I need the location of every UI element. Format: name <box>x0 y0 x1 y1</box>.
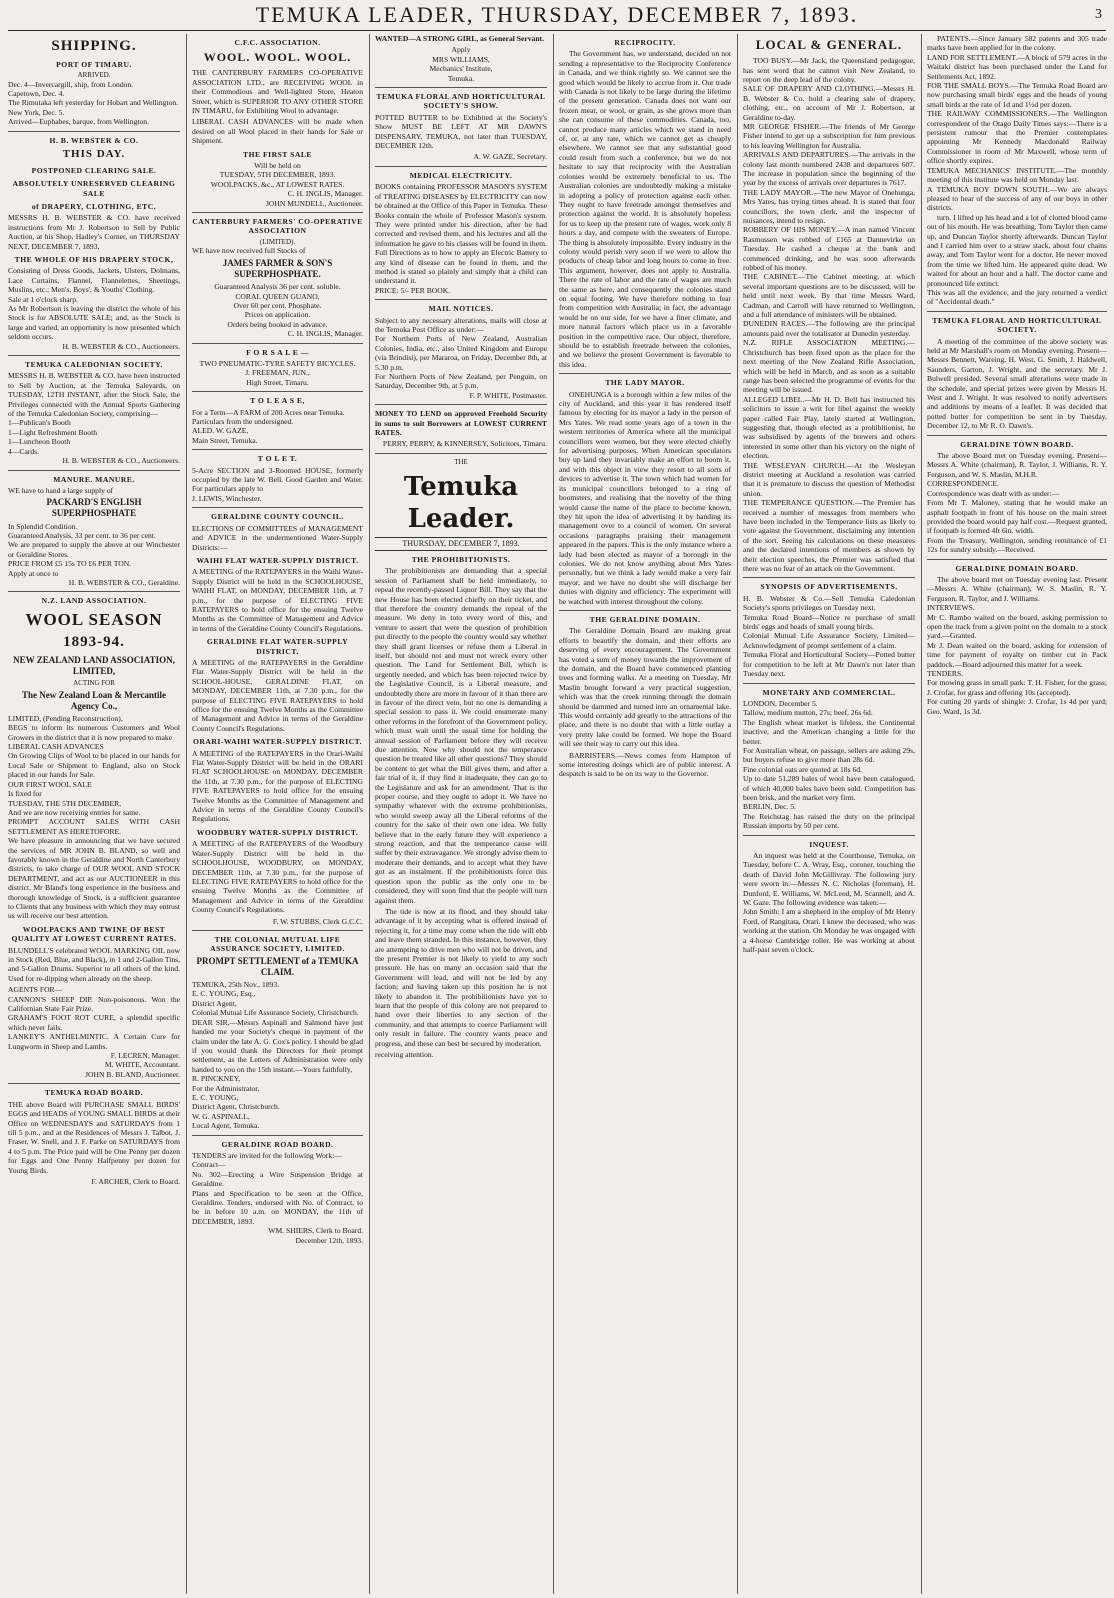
monetary-heading: MONETARY AND COMMERCIAL. <box>762 687 896 697</box>
acting-for: ACTING FOR <box>73 678 115 687</box>
shipping-text: Dec. 4—Invercargill, ship, from London. Capetown, Dec. 4. The Rimutaka left yesterday for Hobart and Wellington. New York, Dec. 5. Arrived—Euphabes, barque, from Wellington. <box>8 79 179 127</box>
port-heading: PORT OF TIMARU. <box>56 59 132 69</box>
separator <box>192 507 363 508</box>
separator <box>927 435 1107 436</box>
signature: C. H. INGLIS, Manager. <box>287 329 363 339</box>
patents-text: PATENTS.—Since January 582 patents and 305 trade marks have been applied for in the colony. LAND FOR SETTLEMENT.—A block of 579 acres in the Waitaki district has been purchased under the Land for Settlements Act, 1892. FOR THE SMALL BOYS.—The Temuka Road Board are now purchasing small birds' eggs and the heads of young small birds at the rate of 1d and 1½d per dozen. THE RAILWAY COMMISSIONERS.—The Wellington correspondent of the Otago Daily Times says:—There is a persistent rumour that the Premier contemplates appointing Mr Kennedy Macdonald Railway Commissioner in room of Mr Maxwell, whose term of office shortly expires. TEMUKA MECHANICS' INSTITUTE.—The monthly meeting of this institute was held on Monday last. A TEMUKA BOY DOWN SOUTH.—We are always pleased to hear of the success of any of our boys in other districts. <box>927 34 1107 213</box>
liberal-text: LIBERAL CASH ADVANCES will be made when desired on all Wool placed in their hands for Sale or Shipment. <box>192 117 363 146</box>
groad-heading: GERALDINE ROAD BOARD. <box>221 1139 334 1149</box>
webster-heading: H. B. WEBSTER & CO. <box>49 135 139 145</box>
separator <box>375 87 547 88</box>
lady-mayor-text: ONEHUNGA is a borough within a few miles of the city of Auckland, and this year it has rendered itself famous by electing for its mayor a lady in the person of Mrs Yates. We read some years ago of a town in the western territories of America where all the municipal councillors were women, but they were elected chiefly for advertising purposes. When American speculators buy up land they invariably make an effort to boom it, and with this object in view they resort to all sorts of devices to advertise it. The town which had women for its municipal councillors belonged to a ring of boomsters, and realising that the novelty of the thing would cause the name of the place to become known, they hit upon the idea of advertising it by handing its management over to a council of women. On several occasions paragraphs praising their management appeared in the papers. This is the only instance where a lady had been elected as mayor of a borough in the colonies. We do not know anything about Mrs Yates personally, but we think a lady would make a very fair mayor, and we have no doubt she will discharge her duties with dignity and efficiency. The experiment will be watched with interest throughout the colony. <box>559 389 731 606</box>
nzla-full-heading: NEW ZEALAND LAND ASSOCIATION, LIMITED, <box>13 654 175 676</box>
first-sale-heading: THE FIRST SALE <box>243 149 312 159</box>
floral-society-text: A meeting of the committee of the above society was held at Mr Marshall's room on Monday evening. Present—Messrs Bennett, Wareing, H. West, G. Smith, J. Haldwell, Saunders, Garton, J. Wright, and the secretary. Mr J. Bulwell presided. Several small alterations were made in the schedule, and special prizes were given by Messrs H. West and J. Wright. It was resolved to notify advertisers and additions by means of a leaflet. It was decided that potted butter for competition be sent in by Tuesday, December 12, to Mr R. O. Dawn's. <box>927 336 1107 431</box>
lady-mayor-heading: THE LADY MAYOR. <box>605 378 685 388</box>
local-general-text: TOO BUSY.—Mr Jack, the Queensland pedagogue, has sent word that he cannot visit New Zealand, to report on the deep lead of the colony. SALE OF DRAPERY AND CLOTHING.—Messrs H. B. Webster & Co. hold a clearing sale of drapery, clothing, etc., on account of Mr J. Robertson, at Geraldine to-day. MR GEORGE FISHER.—The friends of Mr George Fisher intend to get up a subscription for him previous to his leaving Wellington for Australia. ARRIVALS AND DEPARTURES.—The arrivals in the colony last month numbered 2438 and departures 607. The increase in population since the beginning of the year by the excess of arrivals over departures is 7617. THE LADY MAYOR.—The new Mayor of Onehunga, Mrs Yates, has trying times ahead. It is stated that four councillors, the town clerk, and the inspector of nuisances, intend to resign. ROBBERY OF HIS MONEY.—A man named Vincent Rasmussen was robbed of £165 at Dannevirke on Tuesday. He cashed a cheque at the bank and commenced drinking, and he was soon afterwards robbed of his money. THE CABINET.—The Cabinet meeting, at which several important questions are to be discussed, will be held until next week. By that time Messrs Ward, Cadman, and Carroll will have returned to Wellington, and a full attendance of ministers will be obtained. DUNEDIN RACES.—The following are the principal amounts paid over the totalisator at Dunedin yesterday. N.Z. RIFLE ASSOCIATION MEETING.—Christchurch has been fixed upon as the place for the next meeting of the New Zealand Rifle Association, which will be held in March, and as soon as a suitable range has been selected the programme of events for the meeting will be issued. ALLEGED LIBEL.—Mr H. D. Bell has instructed his solicitors to issue a writ for libel against the weekly paper called Fair Play, lately started at Wellington, suggesting that, though elected as a prohibitionist, he was subsidised by agents of the brewers and others interested in some other than his victory on the night of election. THE WESLEYAN CHURCH.—At the Wesleyan district meeting at Auckland a resolution was carried that it is premature to discuss the question of Methodist union. THE TEMPERANCE QUESTION.—The Premier has received a number of messages from members who have been included in the Temperance lists as likely to vote against the Government, disclaiming any intention of the sort. Seeing his calculations on these measures and the declared intentions of members as shown by their election speeches, the Premier was satisfied that there was no fear of an attack on the Government. <box>743 56 915 574</box>
wool-heading: WOOL. WOOL. WOOL. <box>203 50 352 65</box>
signature: F. ARCHER, Clerk to Board. <box>91 1176 180 1186</box>
separator <box>192 343 363 344</box>
colonial-heading: THE COLONIAL MUTUAL LIFE ASSURANCE SOCIETY, LIMITED. <box>210 934 345 954</box>
superphosphate-heading: JAMES FARMER & SON'S SUPERPHOSPHATE. <box>222 257 333 280</box>
separator <box>8 355 180 356</box>
for-sale-heading: F O R S A L E — <box>246 347 309 357</box>
roadboard-heading: TEMUKA ROAD BOARD. <box>44 1088 144 1098</box>
separator <box>8 131 180 132</box>
column-6 <box>927 34 1107 1594</box>
signature: F. LECREN, Manager. M. WHITE, Accountant. JOHN B. BLAND, Auctioneer. <box>85 1051 180 1079</box>
column-divider <box>737 34 738 1594</box>
farmers-text: WE have now received full Stocks of <box>192 246 306 256</box>
packard-heading: PACKARD'S ENGLISH SUPERPHOSPHATE <box>46 497 142 519</box>
the-label: THE <box>454 457 468 466</box>
barristers-text: BARRISTERS.—News comes from Hampton of some interesting doings which are of public interest. A despatch is said to be on its way to the Governor. <box>559 750 731 779</box>
separator <box>8 1083 180 1084</box>
manure-text: WE have to hand a large supply of <box>8 485 114 495</box>
reciprocity-heading: RECIPROCITY. <box>614 38 676 47</box>
colonial-text: TEMUKA, 25th Nov., 1893. E. C. YOUNG, Esq., District Agent, Colonial Mutual Life Assurance Society, Christchurch. DEAR SIR,—Messrs Aspinall and Salmond have just handed me your Society's cheque in payment of the claim under the late A. G. Cox's policy. I should be glad if you would thank the Directors for their prompt settlement, as the Letters of Administration were only handed to you on the 15th instant.—Yours faithfully, R. PINCKNEY, For the Administrator. E. C. YOUNG, District Agent, Christchurch. W. G. ASPINALL, Local Agent, Temuka. <box>192 980 363 1131</box>
separator <box>192 449 363 450</box>
separator <box>192 930 363 931</box>
synopsis-text: H. B. Webster & Co.—Sell Temuka Caledonian Society's sports privileges on Tuesday next. Temuka Road Board—Notice re purchase of small birds' eggs and heads of small young birds. Colonial Mutual Life Assurance Society, Limited—Acknowledgment of prompt settlement of a claim. Temuka Floral and Horticultural Society—Potted butter for competition to be left at Mr Dawn's not later than Tuesday next. <box>743 593 915 679</box>
domain-board-heading: GERALDINE DOMAIN BOARD. <box>955 563 1079 573</box>
inquest-text: An inquest was held at the Courthouse, Temuka, on Tuesday, before C. A. Wray, Esq., coroner, touching the death of David John McGillivray. The following jury were sworn in:—Messrs N. C. Nicholas (foreman), H. Dunford, E. Williams, W. McLeod, M. Scannell, and A. W. Gaze. The following evidence was taken:— John Smith: I am a shepherd in the employ of Mr Henry Ford, of Rangitata, Orari. I knew the deceased, who was working at the station. On Monday he was engaged with a 4-horse Cambridge roller. He was working at about half-past seven o'clock. <box>743 851 915 955</box>
synopsis-heading: SYNOPSIS OF ADVERTISEMENTS. <box>760 582 898 592</box>
wanted-text: WANTED—A STRONG GIRL, as General Servant. <box>375 34 544 43</box>
column-divider <box>921 34 922 1594</box>
separator <box>8 470 180 471</box>
separator <box>743 835 915 836</box>
column-5 <box>743 34 915 1594</box>
manure-heading: MANURE. MANURE. <box>53 474 135 484</box>
separator <box>375 404 547 405</box>
separator <box>192 212 363 213</box>
packard-text: In Splendid Condition. Guaranteed Analysis, 33 per cent. to 36 per cent. We are prepared to supply the above at our Winchester or Geraldine Stores. PRICE FROM £5 15s TO £6 PER TON. Apply at once to <box>8 521 180 578</box>
town-board-text: The above Board met on Tuesday evening. Present—Messrs A. White (chairman), R. Taylor, J. Williams, R. Y. Ferguson, and W. S. Maslin, M.H.R. CORRESPONDENCE. Correspondence was dealt with as under:— From Mr T. Maloney, stating that he would make an asphalt footpath in front of his house on the main street provided the board would pay half cost.—Request granted, if footpath is formed 4ft 6in. width. From the Treasury, Wellington, sending remittance of £1 12s for sundry subsidy.—Received. <box>927 451 1107 555</box>
nzla-text: LIMITED, (Pending Reconstruction), BEGS to inform its numerous Customers and Wool Growers in the district that it is now prepared to make LIBERAL CASH ADVANCES On Growing Clips of Wool to be placed in our hands for Local Sale or Shipment to England, also on Stock placed in our hands for Sale. OUR FIRST WOOL SALE Is fixed for TUESDAY, THE 5TH DECEMBER, And we are now receiving entries for same. PROMPT ACCOUNT SALES WITH CASH SETTLEMENT AS HERETOFORE. We have pleasure in announcing that we have secured the services of MR JOHN B. BLAND, so well and favorably known in the Geraldine and North Canterbury districts, to take charge of OUR WOOL AND STOCK DEPARTMENT, and act as our AUCTIONEER in this district. Mr Bland's long experience in the business and thorough knowledge of Stock, is a sufficient guarantee to Clients that any business with which they may entrust us will receive our best attention. <box>8 713 180 921</box>
groad-text: TENDERS are invited for the following Work:— Contract— No. 302—Erecting a Wire Suspension Bridge at Geraldine. Plans and Specification to be seen at the Office, Geraldine. Tenders, endorsed with No. of Contract, to be in before 10 a.m. on MONDAY, the 11th of DECEMBER, 1893. <box>192 1150 363 1226</box>
wanted-contact: Apply MRS WILLIAMS, Mechanics' Institute, Temuka. <box>429 45 493 83</box>
gcc-text: ELECTIONS OF COMMITTEES of MANAGEMENT and ADVICE in the undermentioned Water-Supply Districts:— <box>192 523 363 552</box>
stock-text: Consisting of Dress Goods, Jackets, Ulsters, Dolmans, Lace Curtains, Flannel, Flannelettes, Sheetings, Muslins, etc.; Men's, Boys', & Youths' Clothing. Sale at 1 o'clock sharp. As Mr Robertson is leaving the district the whole of his Stock is for ABSOLUTE SALE; and, as the Stock is large and varied, an opportunity is now presented which seldom occurs. <box>8 266 180 342</box>
woodbury-text: A MEETING of the RATEPAYERS of the Woodbury Water-Supply District will be held in the SCHOOLHOUSE, WOODBURY, on MONDAY, DECEMBER 11th, at 7.30 p.m., for the purpose of ELECTING FIVE RATEPAYERS to hold office for the ensuing Twelve Months as the Committee of Management and Advice in terms of the Geraldine County Council's Regulations. <box>192 839 363 915</box>
inquest-heading: INQUEST. <box>809 839 849 849</box>
money-text: MONEY TO LEND on approved Freehold Security in sums to suit Borrowers at LOWEST CURRENT RATES. <box>375 409 547 438</box>
superphosphate-text: Guaranteed Analysis 36 per cent. soluble. CORAL QUEEN GUANO, Over 60 per cent. Phosphate. Prices on application. Orders being booked in advance. <box>214 282 341 329</box>
separator <box>743 683 915 684</box>
masthead-rule <box>8 30 1106 31</box>
prompt-heading: PROMPT SETTLEMENT of a TEMUKA CLAIM. <box>196 955 359 977</box>
to-lease-text: For a Term—A FARM of 200 Acres near Temuka. Particulars from the undersigned. ALED. W. GAZE, Main Street, Temuka. <box>192 407 345 445</box>
nzla-heading: N.Z. LAND ASSOCIATION. <box>41 596 147 606</box>
agents-text: AGENTS FOR— CANNON'S SHEEP DIP. Non-poisonous. Won the Californian State Fair Prize. GRAHAM'S FOOT ROT CURE, a splendid specific which never fails. LANKEY'S ANTHELMINTIC. A Certain Cure for Lungworm in Sheep and Lambs. <box>8 985 180 1051</box>
local-general-heading: LOCAL & GENERAL. <box>755 37 903 52</box>
woolpacks-heading: WOOLPACKS AND TWINE OF BEST QUALITY AT LOWEST CURRENT RATES. <box>11 924 177 944</box>
floral-society-heading: TEMUKA FLORAL AND HORTICULTURAL SOCIETY. <box>932 315 1102 335</box>
domain-heading: THE GERALDINE DOMAIN. <box>589 614 701 624</box>
orari-text: A MEETING of the RATEPAYERS in the Orari-Waihi Flat Water-Supply District will be held in the ORARI FLAT SCHOOLHOUSE on MONDAY, DECEMBER the 11th, at 7.30 p.m., for the purpose of ELECTING FIVE RATEPAYERS to hold office for the ensuing Twelve Months as the Committee of Management and Advice in terms of the Geraldine County Council's Regulations. <box>192 748 363 824</box>
column-4 <box>559 34 731 1594</box>
roadboard-text: THE above Board will PURCHASE SMALL BIRDS' EGGS and HEADS of YOUNG SMALL BIRDS at their Office on WEDNESDAYS and SATURDAYS from 1 till 5 p.m., and at the Residences of Messrs J. Talbot, J. Fraser, W. Snell, and J. F. Parke on SATURDAYS from 4 to 5 p.m. The Price paid will be One Penny per dozen for Eggs and One Penny Halfpenny per dozen for Young Birds. <box>8 1099 180 1175</box>
monetary-text: LONDON, December 5. Tallow, medium mutton, 27s; beef, 26s 6d. The English wheat market is lifeless, the Continental inactive, and the American changing a little for the better. For Australian wheat, on passage, sellers are asking 29s, but buyers refuse to give more than 28s 6d. Fine colonial oats are quoted at 18s 6d. Up to date 51,289 bales of wool have been catalogued, of which 40,000 bales have been sold. Competition has been brisk, and the market very firm. BERLIN, Dec. 5. The Reichstag has raised the duty on the principal Russian imports by 50 per cent. <box>743 698 915 831</box>
masthead-title: TEMUKA LEADER, THURSDAY, DECEMBER 7, 1893. <box>255 2 859 27</box>
prohibitionists-text-2: The tide is now at its flood, and they should take advantage of it by accepting what is offered instead of rejecting it, for a time may come when the tide will ebb and leave them stranded. In this instance, however, they are attempting to drive men who will not be driven, and the present Premier is not likely to yield to any such pressure. He has on many an occasion said that the Government will lead, and will not be led by any faction; and having taken up this position he is not likely to abandon it. The prohibitionists have yet to learn that the people of this colony are not prepared to hand over their liberties to any section of the community, and that attempts to coerce Parliament will only result in failure. The country wants peace and progress, and these can best be secured by moderation. <box>375 906 547 1048</box>
separator <box>375 453 547 454</box>
cfc-text: THE CANTERBURY FARMERS CO-OPERATIVE ASSOCIATION LTD., are RECEIVING WOOL in their Commodious and Well-lighted Store, Heaton Street, which is SUPERIOR TO ANY OTHER STORE IN TIMARU, for Exhibiting Wool to advantage. <box>192 68 363 115</box>
domain-board-text: The above board met on Tuesday evening last. Present—Messrs A. White (chairman), W. S. Maslin, R. Y. Ferguson, R. Taylor, and J. Williams. INTERVIEWS. Mr C. Rambo waited on the board, asking permission to open the track from a given point on the domain to a stock yard.—Granted. Mr J. Dean waited on the board, asking for extension of time for payment of royalty on timber cut in Pack paddock.—Board adjourned this matter for a week. TENDERS. For mowing grass in small park: T. H. Fisher, for the grass; J. Crofar, for grass and offering 10s (accepted). For cutting 20 yards of shingle: J. Crofar, 1s 4d per yard; Geo. Ward, 1s 3d. <box>927 574 1107 716</box>
caledonian-heading: TEMUKA CALEDONIAN SOCIETY. <box>25 360 163 370</box>
to-let-text: 5-Acre SECTION and 3-Roomed HOUSE, formerly occupied by the late W. Bell. Good Garden and Water. For particulars apply to J. LEWIS, Winchester. <box>192 465 363 503</box>
column-divider <box>369 34 370 1594</box>
signature: PERRY, PERRY, & KINNERSEY, Solicitors, Timaru. <box>382 439 547 449</box>
caledonian-text: MESSRS H. B. WEBSTER & CO. have been instructed to Sell by Auction, at the Temuka Saleyards, on TUESDAY, 12TH INSTANT, after the Stock Sale, the Privileges connected with the Annual Sports Gathering of the Temuka Caledonian Society, comprising— 1—Publican's Booth 1—Light Refreshment Booth 1—Luncheon Booth 4—Cards. <box>8 371 180 456</box>
to-lease-heading: T O L E A S E, <box>250 396 305 406</box>
column-divider <box>186 34 187 1594</box>
whole-heading: THE WHOLE OF HIS DRAPERY STOCK, <box>14 254 174 264</box>
waihi-text: A MEETING of the RATEPAYERS in the Waihi Water-Supply District will be held in the SCHOOLHOUSE, WAIHI FLAT, on MONDAY, DECEMBER 11th, at 7 p.m., for the purpose of ELECTING FIVE RATEPAYERS to hold office for the ensuing Twelve Months as the Committee of Management and Advice in terms of the Geraldine County Council's Regulations. <box>192 567 363 633</box>
drapery-heading: of DRAPERY, CLOTHING, ETC. <box>31 201 157 211</box>
separator <box>559 373 731 374</box>
separator <box>8 591 180 592</box>
separator <box>192 391 363 392</box>
mail-text: Subject to any necessary alterations, mails will close at the Temuka Post Office as under:— For Northern Ports of New Zealand, Australian Colonies, India, etc., also United Kingdom and Europe (via Brindisi), per Mararoa, on Friday, December 8th, at 5.30 p.m. For Northern Ports of New Zealand, per Penguin, on Saturday, December 9th, at 5 p.m. <box>375 315 547 391</box>
separator <box>559 610 731 611</box>
first-sale-text: Will be held on TUESDAY, 5TH DECEMBER, 1893. WOOLPACKS, &c., AT LOWEST RATES. <box>210 160 345 189</box>
medical-text: BOOKS containing PROFESSOR MASON'S SYSTEM of TREATING DISEASES by ELECTRICITY can now be obtained at the Office of this Paper in Temuka. These Books contain the whole of Professor Mason's system. They were printed under his direction, after he had corrected and revised them, and his lectures and all the information he gave to his classes will be found in them. Full Directions as to how to apply an Electric Battery to any kind of disease can be found in them, and the method is stated so plainly and simply that a child can understand it. PRICE: 5/- PER BOOK. <box>375 182 547 295</box>
separator <box>192 1135 363 1136</box>
medical-heading: MEDICAL ELECTRICITY. <box>409 170 513 180</box>
for-sale-text: TWO PNEUMATIC-TYRE SAFETY BICYCLES. J. FREEMAN, JUN., High Street, Timaru. <box>199 359 356 387</box>
blundell-text: BLUNDELL'S celebrated WOOL MARKING OIL now in Stock (Red, Blue, and Black), in 1 and 2-Gallon Tins, and 5-Gallon Drums. Superior to all others of the kind. Used for re-dipping when already on the sheep. <box>8 945 180 983</box>
column-3 <box>375 34 547 1594</box>
page-number: 3 <box>1095 7 1102 22</box>
floral-heading: TEMUKA FLORAL AND HORTICULTURAL SOCIETY'S SHOW. <box>376 92 546 111</box>
gflat-text: A MEETING of the RATEPAYERS in the Geraldine Flat Water-Supply District will be held in the SCHOOL-HOUSE, GERALDINE FLAT, on MONDAY, DECEMBER 11th, at 7.30 p.m., for the purpose of ELECTING FIVE RATEPAYERS to hold office for the ensuing Twelve Months as the Committee of Management and Advice in terms of the Geraldine County Council's Regulations. <box>192 657 363 733</box>
gflat-heading: GERALDINE FLAT WATER-SUPPLY DISTRICT. <box>206 637 349 656</box>
thisday-heading: THIS DAY. <box>62 148 126 161</box>
inquest-continued: turn. I lifted up his head and a lot of clotted blood came out of his mouth. He was breathing. Tom Taylor then came up, and Duncan Taylor shortly afterwards. Duncan Taylor and I carried him over to a straw stack, about four chains away, and Tom Taylor went for a doctor. He never moved from the time we lifted him. He appeared quite dead. We waited for about an hour and a half. The doctor came and pronounced life extinct. This was all the evidence, and the jury returned a verdict of "Accidental death." <box>927 212 1107 307</box>
signature: C. H. INGLIS, Manager. JOHN MUNDELL, Auctioneer. <box>265 189 363 208</box>
cfarmers-heading: CANTERBURY FARMERS' CO-OPERATIVE ASSOCIATION <box>192 216 363 236</box>
domain-text: The Geraldine Domain Board are making great efforts to beautify the domain, and their efforts are deserving of every encouragement. The Government has voted a sum of money towards the improvement of the domain, and the Board have commenced planting trees and forming walks. At a meeting on Tuesday, Mr Maslin brought forward a very practical suggestion, which was that the creek running through the domain should be dammed and turned into an ornamental lake. This would certainly add greatly to the attractions of the place, and there is no doubt that with a little outlay a very pretty lake could be formed. We hope the Board will see their way to carry out this idea. <box>559 626 731 749</box>
signature: H. B. WEBSTER & CO., Auctioneers. <box>62 456 180 466</box>
postponed-heading: POSTPONED CLEARING SALE. <box>31 165 157 175</box>
column-1 <box>8 34 180 1594</box>
prohibitionists-end: receiving attention. <box>375 1050 434 1060</box>
limited-label: (LIMITED). <box>259 237 296 246</box>
separator <box>743 577 915 578</box>
cfc-heading: C.F.C. ASSOCIATION. <box>234 38 321 47</box>
waihi-heading: WAIHI FLAT WATER-SUPPLY DISTRICT. <box>196 555 359 565</box>
prohibitionists-heading: THE PROHIBITIONISTS. <box>411 554 511 564</box>
arrived-label: ARRIVED. <box>77 71 111 79</box>
shipping-heading: SHIPPING. <box>51 38 137 54</box>
signature: F. W. STUBBS, Clerk G.C.C. <box>272 916 363 926</box>
gcc-heading: GERALDINE COUNTY COUNCIL. <box>211 512 344 522</box>
dateline: THURSDAY, DECEMBER 7, 1893. <box>375 537 547 551</box>
reciprocity-text: The Government has, we understand, decided on not sending a representative to the Reciprocity Conference in Canada, and we think rightly so. We cannot see the good which would be likely to accrue from it. Our trade with Canada is not likely to be large during the lifetime of the present generation. Canada does not want our frozen meat, or wool, or grain, as she grows more than she can consume of these commodities. Canada, too, cannot produce many articles which we stand in need of, or, at any rate, which we cannot get as cheaply elsewhere. We cannot see that any substantial good could result from such a conference, but we do not hesitate to say that reciprocity with the Australian colonies would be extremely beneficial to us. The Australian colonies are undoubtedly making a mistake in adopting a policy of protection against each other. They ought to have freetrade amongst themselves and protection against the world. It is absolutely hopeless for us to keep up the present rate of wages, work only 8 hours a day, and compete with the sweaters of Europe. The thing is absolutely impossible. Every industry in the colony would perish very soon if we were to allow the products of cheap labor and long hours to come in free. This argument, however, does not apply to Australia. There the rate of labor and the rate of wages are much the same as here, and consequently the colonies stand on equal footing. We have therefore nothing to fear from competition with Australia; in fact, the advantage would be on our side, for we have a finer climate, and more natural factors which place us in a favorable position in the competitive race. Our object, therefore, should be to establish freetrade between the colonies, and we believe the present Government is favorable to this idea. <box>559 49 731 369</box>
separator <box>927 559 1107 560</box>
sale-text: MESSRS H. B. WEBSTER & CO. have received instructions from Mr J. Robertson to Sell by Public Auction, at his Shop, Hadley's Corner, on THURSDAY NEXT, DECEMBER 7, 1893, <box>8 213 180 251</box>
town-board-heading: GERALDINE TOWN BOARD. <box>960 439 1074 449</box>
separator <box>927 311 1107 312</box>
woodbury-heading: WOODBURY WATER-SUPPLY DISTRICT. <box>196 827 359 837</box>
absolutely-heading: ABSOLUTELY UNRESERVED CLEARING SALE <box>12 179 176 198</box>
signature: A. W. GAZE, Secretary. <box>473 152 547 162</box>
newspaper-title: Temuka Leader. <box>403 471 519 534</box>
wool-season-heading: WOOL SEASON <box>25 609 163 629</box>
orari-heading: ORARI-WAIHI WATER-SUPPLY DISTRICT. <box>193 737 362 747</box>
nz-loan-heading: The New Zealand Loan & Mercantile Agency Co., <box>21 689 167 711</box>
separator <box>375 166 547 167</box>
column-2 <box>192 34 363 1594</box>
floral-text: POTTED BUTTER to be Exhibited at the Society's Show MUST BE LEFT AT MR DAWN'S DISPENSARY, TEMUKA, not later than TUESDAY, DECEMBER 12th. <box>375 112 547 151</box>
signature: H. B. WEBSTER & CO., Auctioneers. <box>62 341 180 351</box>
mail-heading: MAIL NOTICES. <box>428 304 494 314</box>
signature: H. B. WEBSTER & CO., Geraldine. <box>68 578 180 588</box>
signature: WM. SHIERS, Clerk to Board. December 12th, 1893. <box>268 1226 363 1245</box>
column-divider <box>553 34 554 1594</box>
wool-season-year: 1893-94. <box>63 633 125 650</box>
separator <box>375 299 547 300</box>
prohibitionists-text: The prohibitionists are demanding that a special session of Parliament shall be held immediately, to repeal the recently-passed Liquor Bill. They say that the new House has been elected chiefly on their ticket, and that therefore the country demands the repeal of the measure. We deny in toto every word of this, and venture to assert that were the question of prohibition put directly to the people the country would say whether they shall grant licenses or refuse them a Liberal in itself, but should not and must not wreck every other question. The Land for Settlement Bill, which is urgently needed, and which has been rejected twice by the Legislative Council, is a Liberal measure, and undoubtedly there are more in favour of it than there are in favour of the direct veto, but no one is demanding a special session to pass it. We could enumerate many other reforms in the forefront of the Government policy, which must wait until the usual time for holding the annual session of Parliament before they will receive due attention. Now why should not the temperance question be treated like all other questions? They should be content to get what the Bill gives them, and after a fair trial of it, if they find it inadequate, they can go to the Legislature and ask for an amendment. That is the proper course, and they ought to adopt it. We have no sympathy whatever with the extreme prohibitionists, who would sweep away all the Liberal reforms of the country for the sake of their own one idea. We fully believe that in the early future they will experience a strong reaction, and that the temperance cause will suffer by their extravagance. We strongly advise them to moderate their demands, and to accept what they have got as an instalment. If the prohibitionists force this question upon the public as the only one to be considered, they will soon find that the people will turn against them. <box>375 566 547 905</box>
to-let-heading: T O L E T. <box>257 454 298 464</box>
signature: F. P. WHITE, Postmaster. <box>469 390 547 400</box>
